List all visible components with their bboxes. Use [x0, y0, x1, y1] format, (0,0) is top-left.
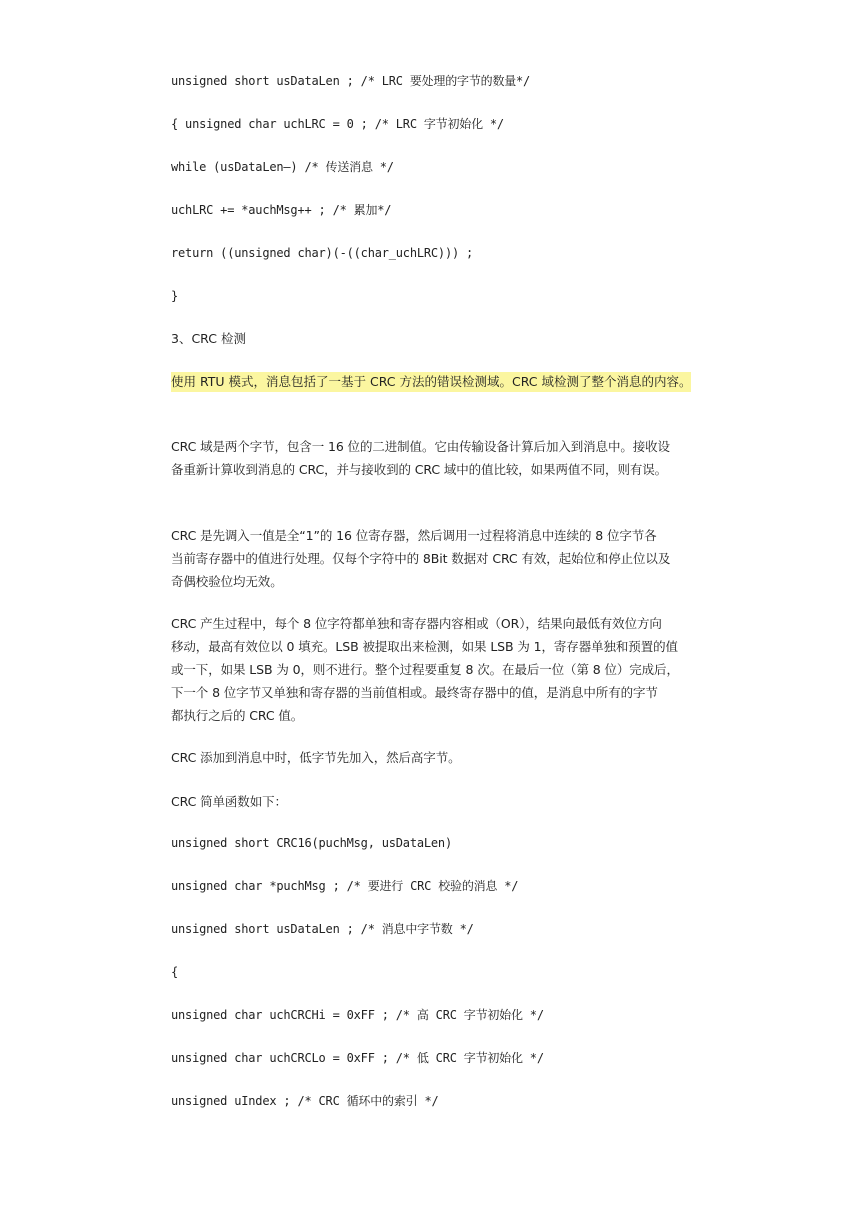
paragraph-line: 移动，最高有效位以 0 填充。LSB 被提取出来检测，如果 LSB 为 1，寄存器单独和预置的值 — [171, 639, 678, 654]
highlighted-paragraph — [171, 372, 691, 392]
code-line: { unsigned char uchLRC = 0 ; /* LRC 字节初始化 */ — [171, 117, 504, 131]
paragraph-line: 都执行之后的 CRC 值。 — [171, 708, 304, 723]
section-heading: 3、CRC 检测 — [171, 331, 246, 346]
paragraph-crc-field — [171, 435, 689, 481]
paragraph-line: CRC 是先调入一值是全“1”的 16 位寄存器，然后调用一过程将消息中连续的 8 位字节各 — [171, 528, 657, 543]
code-line: unsigned short CRC16(puchMsg, usDataLen) — [171, 836, 452, 850]
code-line: return ((unsigned char)(-((char_uchLRC))) ; — [171, 246, 474, 260]
code-line: unsigned short usDataLen ; /* LRC 要处理的字节的数量*/ — [171, 74, 531, 88]
paragraph-crc-order — [171, 746, 689, 769]
paragraph-line: 下一个 8 位字节又单独和寄存器的当前值相或。最终寄存器中的值，是消息中所有的字节 — [171, 685, 658, 700]
highlighted-text: 使用 RTU 模式，消息包括了一基于 CRC 方法的错误检测域。CRC 域检测了整个消息的内容。 — [171, 372, 691, 392]
paragraph-line: CRC 域是两个字节，包含一 16 位的二进制值。它由传输设备计算后加入到消息中。接收设 — [171, 439, 670, 454]
paragraph-crc-process — [171, 612, 689, 727]
code-line: unsigned short usDataLen ; /* 消息中字节数 */ — [171, 922, 474, 936]
code-line: } — [171, 289, 179, 303]
document-page — [171, 0, 691, 1228]
paragraph-line: 备重新计算收到消息的 CRC，并与接收到的 CRC 域中的值比较，如果两值不同，则有误。 — [171, 462, 668, 477]
paragraph-line: CRC 简单函数如下： — [171, 794, 287, 809]
paragraph-line: CRC 添加到消息中时，低字节先加入，然后高字节。 — [171, 750, 461, 765]
code-line: unsigned uIndex ; /* CRC 循环中的索引 */ — [171, 1094, 439, 1108]
paragraph-crc-register — [171, 524, 689, 593]
code-line: unsigned char uchCRCHi = 0xFF ; /* 高 CRC 字节初始化 */ — [171, 1008, 544, 1022]
paragraph-line: 奇偶校验位均无效。 — [171, 574, 283, 589]
code-line: unsigned char *puchMsg ; /* 要进行 CRC 校验的消息 */ — [171, 879, 519, 893]
paragraph-line: 当前寄存器中的值进行处理。仅每个字符中的 8Bit 数据对 CRC 有效，起始位和停止位以及 — [171, 551, 671, 566]
paragraph-line: CRC 产生过程中，每个 8 位字符都单独和寄存器内容相或（OR），结果向最低有效位方向 — [171, 616, 662, 631]
code-line: uchLRC += *auchMsg++ ; /* 累加*/ — [171, 203, 392, 217]
code-line: { — [171, 965, 179, 979]
paragraph-line: 或一下，如果 LSB 为 0，则不进行。整个过程要重复 8 次。在最后一位（第 8 位）完成后， — [171, 662, 679, 677]
paragraph-crc-function-intro — [171, 790, 689, 813]
code-line: unsigned char uchCRCLo = 0xFF ; /* 低 CRC 字节初始化 */ — [171, 1051, 544, 1065]
code-line: while (usDataLen—) /* 传送消息 */ — [171, 160, 394, 174]
